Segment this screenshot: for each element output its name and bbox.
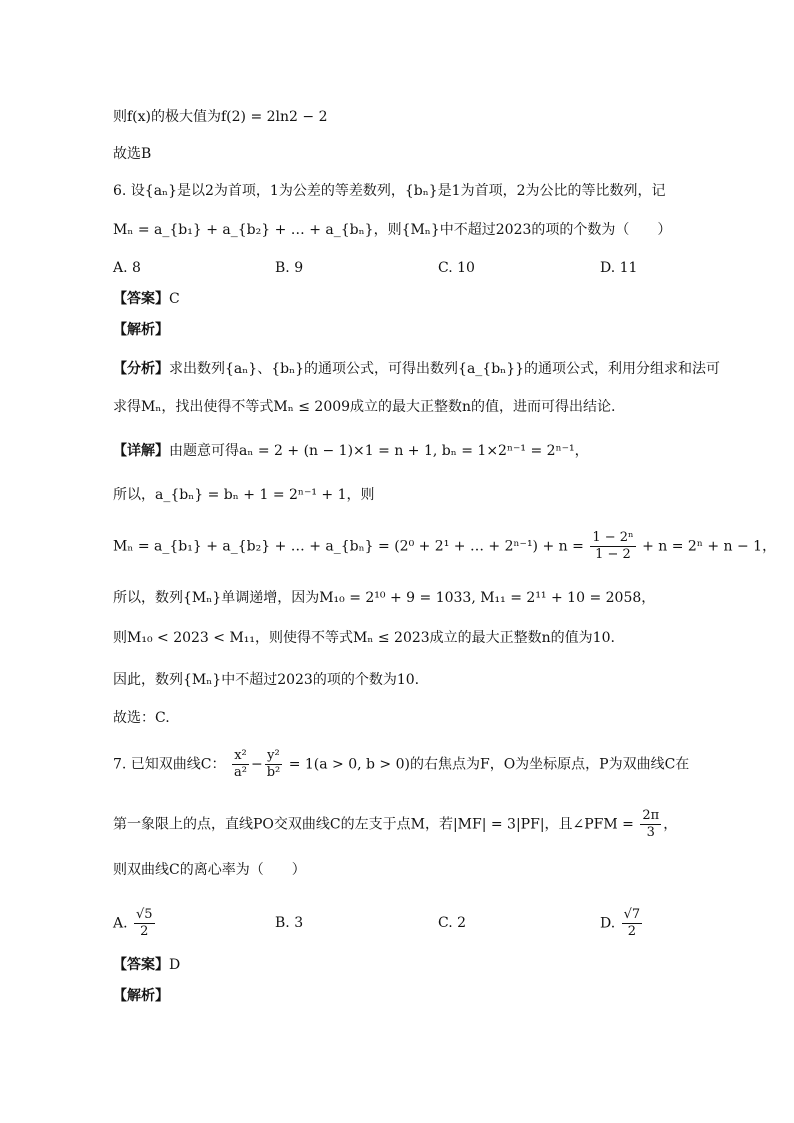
- answer-line-7: [113, 955, 734, 975]
- choice-b: B. 9: [275, 260, 304, 276]
- question-7-choices: [113, 905, 713, 945]
- mn-fraction: [590, 530, 635, 563]
- question-7-stem-3: 则双曲线C的离心率为（ ）: [113, 862, 306, 878]
- q7-frac-x: [232, 748, 249, 781]
- choice-c: C. 10: [438, 260, 475, 276]
- q7-post: = 1(a > 0, b > 0)的右焦点为F，O为坐标原点，P为双曲线C在: [288, 756, 690, 773]
- detail-tag: 【详解】: [113, 443, 169, 459]
- choice-c: C. 2: [438, 915, 467, 931]
- q7-angle-den: 3: [646, 825, 655, 840]
- choice-a: [113, 907, 157, 940]
- answer-value: D: [169, 957, 181, 973]
- mn-fraction-num: 1 − 2ⁿ: [592, 530, 634, 545]
- text-line: 则f(x)的极大值为f(2) = 2ln2 − 2: [113, 109, 328, 125]
- answer-value: C: [169, 291, 180, 307]
- guxuan-line: 故选：C.: [113, 710, 170, 726]
- answer-tag: 【答案】: [113, 957, 169, 973]
- analysis-label: 【解析】: [113, 988, 169, 1004]
- analysis-tag: [113, 320, 734, 340]
- choice-b: B. 3: [275, 915, 304, 931]
- q7-line2-post: ，: [663, 816, 678, 833]
- choice-a-frac: [134, 907, 155, 940]
- analysis-label: 【解析】: [113, 322, 169, 338]
- choice-d-num: √7: [623, 907, 641, 922]
- fenxi-line: [113, 359, 734, 379]
- detail-line: [113, 441, 734, 461]
- choice-a-den: 2: [140, 924, 149, 939]
- q7-frac-x-den: a²: [233, 765, 247, 780]
- mn-fraction-den: 1 − 2: [595, 547, 631, 562]
- question-7-stem-2: [113, 808, 734, 841]
- q7-frac-y-den: b²: [266, 765, 281, 780]
- choice-d-frac: [622, 907, 643, 940]
- mn-right: + n = 2ⁿ + n − 1，: [642, 538, 777, 555]
- question-6-stem: 6. 设{aₙ}是以2为首项，1为公差的等差数列，{bₙ}是1为首项，2为公比的等比数列，记: [113, 183, 666, 199]
- q7-pre: 7. 已知双曲线C：: [113, 756, 226, 773]
- ze-line: 则M₁₀ < 2023 < M₁₁，则使得不等式Mₙ ≤ 2023成立的最大正整数n的值为10.: [113, 630, 615, 646]
- fenxi-text: 求出数列{aₙ}、{bₙ}的通项公式，可得出数列{a_{bₙ}}的通项公式，利用分组求和法可: [169, 361, 721, 377]
- yinci-line: 因此，数列{Mₙ}中不超过2023的项的个数为10.: [113, 672, 420, 688]
- q7-angle-num: 2π: [642, 808, 660, 823]
- q7-line2-pre: 第一象限上的点，直线PO交双曲线C的左支于点M，若|MF| = 3|PF|，且∠PFM =: [113, 816, 634, 833]
- choice-a-label: A.: [113, 915, 128, 932]
- choice-d: [600, 907, 644, 940]
- fenxi-line-2: 求得Mₙ，找出使得不等式Mₙ ≤ 2009成立的最大正整数n的值，进而可得出结论.: [113, 399, 616, 415]
- answer-tag: 【答案】: [113, 291, 169, 307]
- choice-d: D. 11: [600, 260, 638, 276]
- fenxi-tag: 【分析】: [113, 361, 169, 377]
- detail-text: 由题意可得aₙ = 2 + (n − 1)×1 = n + 1, bₙ = 1×2ⁿ⁻¹ = 2ⁿ⁻¹，: [169, 443, 589, 459]
- choice-a: A. 8: [113, 260, 141, 276]
- mn-formula: [113, 530, 777, 563]
- answer-line: [113, 289, 734, 309]
- mn-left: Mₙ = a_{b₁} + a_{b₂} + … + a_{bₙ} = (2⁰ + 2¹ + … + 2ⁿ⁻¹) + n =: [113, 538, 584, 555]
- choice-a-num: √5: [136, 907, 153, 922]
- q7-frac-y: [265, 748, 283, 781]
- text-line: 故选B: [113, 146, 152, 162]
- q7-frac-x-num: x²: [232, 748, 249, 765]
- question-6-stem-cont: Mₙ = a_{b₁} + a_{b₂} + … + a_{bₙ}，则{Mₙ}中不超过2023的项的个数为（ ）: [113, 222, 672, 238]
- q7-angle-frac: [640, 808, 661, 841]
- q7-frac-y-num: y²: [265, 748, 283, 765]
- choice-d-label: D.: [600, 915, 616, 932]
- suoyi-line-2: 所以，数列{Mₙ}单调递增，因为M₁₀ = 2¹⁰ + 9 = 1033, M₁₁ = 2¹¹ + 10 = 2058，: [113, 590, 656, 606]
- choice-d-den: 2: [627, 924, 637, 939]
- question-7-stem: 7. 已知双曲线C： $\frac{\text{x²}}{\text{a²}}$ − $\frac{\text{y²}}{\text{b²}}$ = 1(a > 0, b > 0)的右焦点为F，O为坐标原点，P为双曲线C在: [113, 748, 690, 780]
- analysis-tag-7: [113, 986, 734, 1006]
- suoyi-line: 所以，a_{bₙ} = bₙ + 1 = 2ⁿ⁻¹ + 1，则: [113, 487, 375, 503]
